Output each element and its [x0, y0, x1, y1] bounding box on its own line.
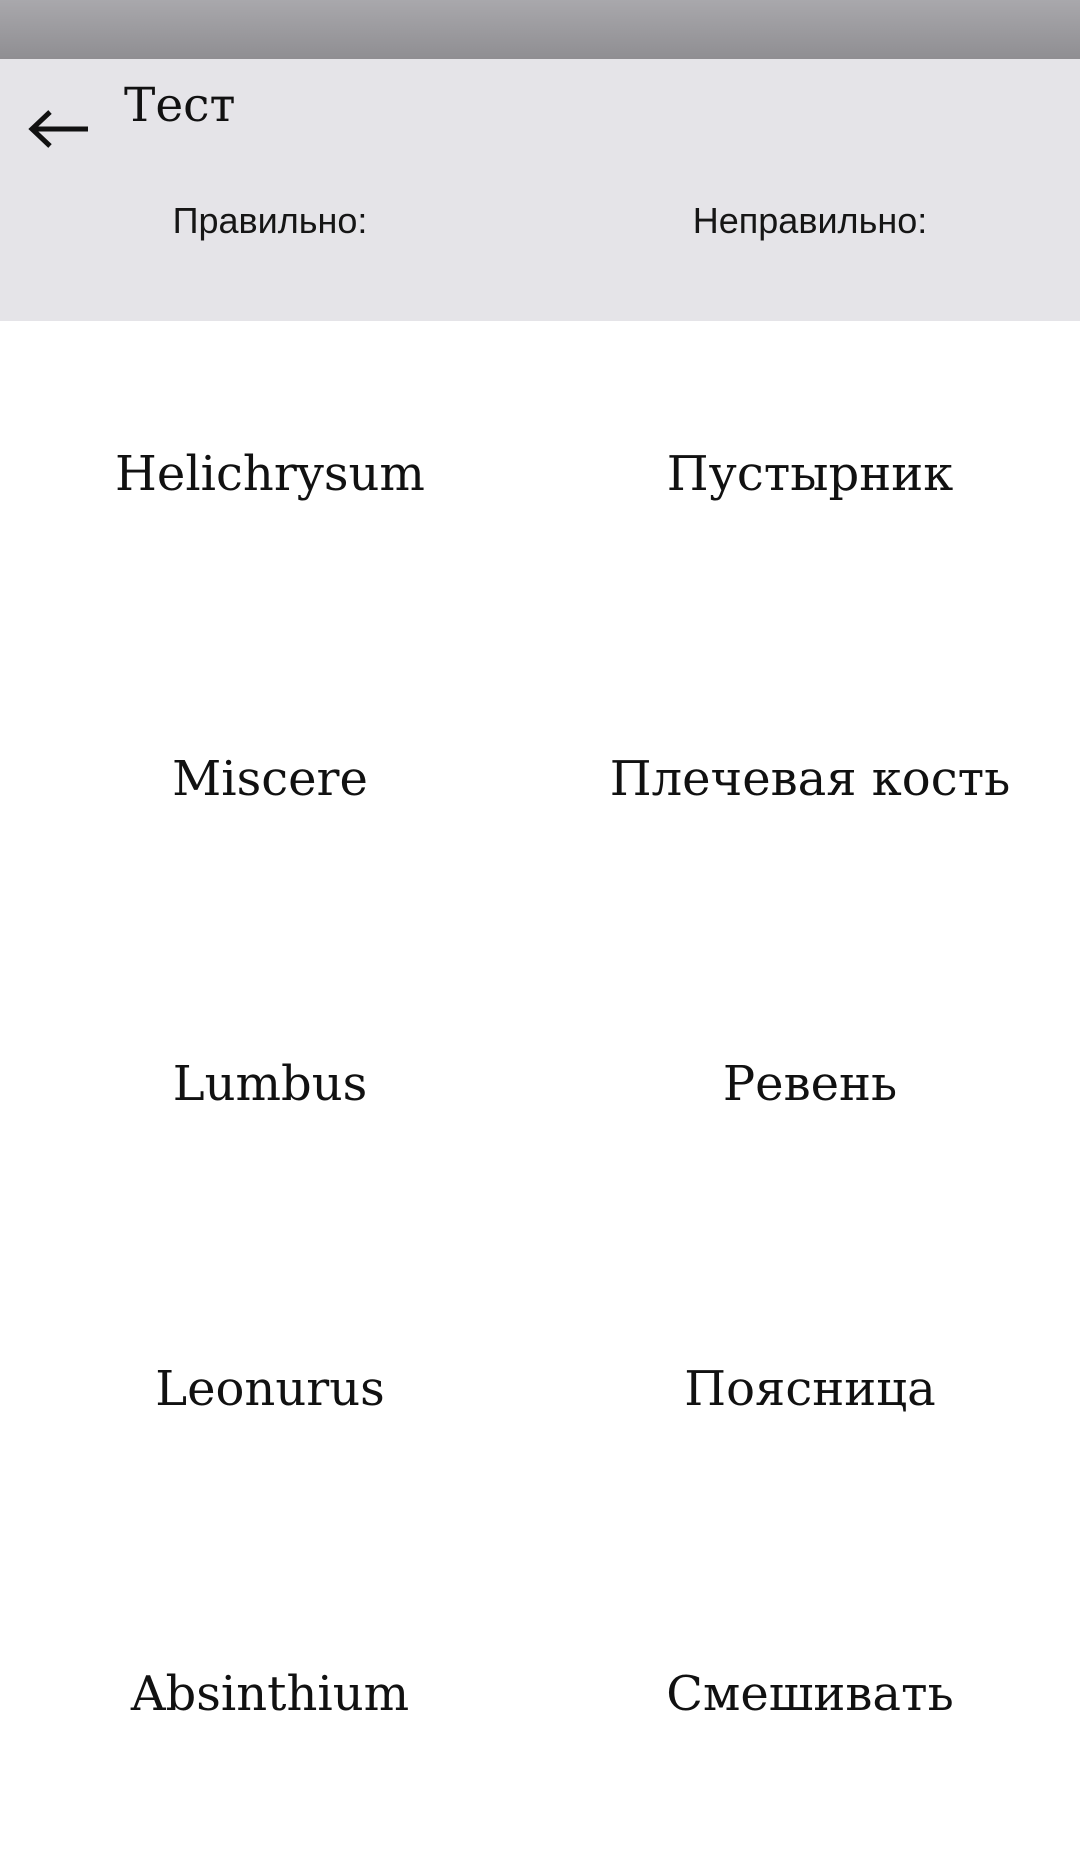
answer-text: Leonurus	[155, 1360, 385, 1417]
back-button[interactable]	[20, 87, 100, 167]
answer-option-lumbus[interactable]	[0, 931, 540, 1236]
answer-text: Helichrysum	[115, 445, 425, 502]
answer-text: Lumbus	[172, 1055, 368, 1112]
answer-option-absinthium[interactable]	[0, 1541, 540, 1846]
answer-text: Absinthium	[130, 1665, 410, 1722]
answer-row	[0, 1236, 1080, 1541]
answer-option-reven[interactable]	[540, 931, 1080, 1236]
status-bar	[0, 0, 1080, 59]
page-title: Тест	[124, 78, 236, 133]
answers-grid	[0, 321, 1080, 1850]
wrong-count-label: Неправильно:	[692, 200, 928, 241]
answer-text: Плечевая кость	[609, 750, 1011, 807]
answer-option-helichrysum[interactable]	[0, 321, 540, 626]
answer-text: Поясница	[684, 1360, 936, 1417]
answer-text: Пустырник	[666, 445, 954, 502]
answer-option-pustyrnik[interactable]	[540, 321, 1080, 626]
answer-option-smeshivat[interactable]	[540, 1541, 1080, 1846]
answer-option-miscere[interactable]	[0, 626, 540, 931]
answer-option-leonurus[interactable]	[0, 1236, 540, 1541]
answer-option-poyasnitsa[interactable]	[540, 1236, 1080, 1541]
correct-count-label: Правильно:	[172, 200, 368, 241]
answer-text: Смешивать	[666, 1665, 954, 1722]
answer-text: Miscere	[172, 750, 368, 807]
app-header	[0, 59, 1080, 321]
answer-row	[0, 626, 1080, 931]
answer-option-plechevaya-kost[interactable]	[540, 626, 1080, 931]
answer-text: Ревень	[722, 1055, 898, 1112]
answer-row	[0, 321, 1080, 626]
answer-row	[0, 1541, 1080, 1846]
arrow-left-icon	[28, 109, 90, 149]
answer-row	[0, 931, 1080, 1236]
